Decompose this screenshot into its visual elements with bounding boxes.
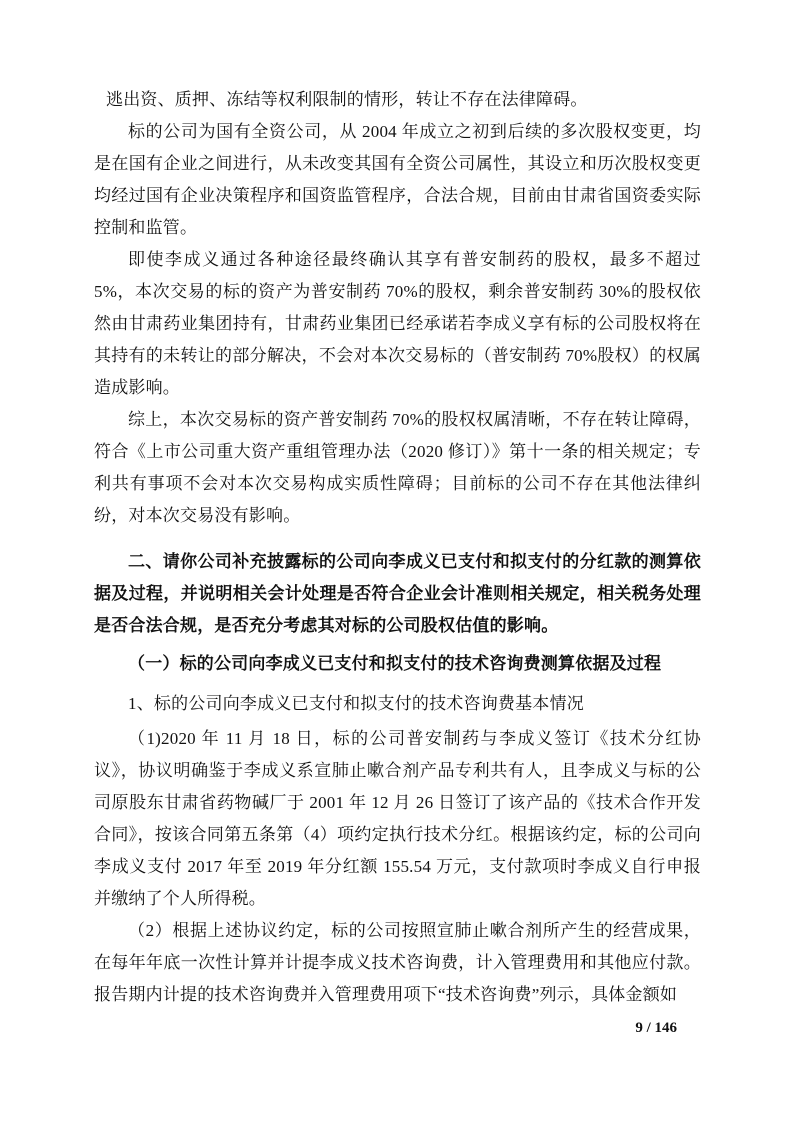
paragraph-equity-explanation: 即使李成义通过各种途径最终确认其享有普安制药的股权，最多不超过 5%，本次交易的标的资产为普安制药 70%的股权，剩余普安制药 30%的股权依然由甘肃药业集团持有，甘肃药业集团已经承诺若李成义享有标的公司股权将在其持有的未转让的部分解决，不会对本次交易标的（普安制药 70%股权）的权属造成影响。: [94, 250, 701, 397]
paragraph-conclusion: 综上，本次交易标的资产普安制药 70%的股权权属清晰，不存在转让障碍，符合《上市公司重大资产重组管理办法（2020 修订）》第十一条的相关规定；专利共有事项不会对本次交易构成实质性障碍；目前标的公司不存在其他法律纠纷，对本次交易没有影响。: [94, 410, 701, 525]
page-content: [94, 84, 701, 1011]
page-number: 9 / 146: [635, 1020, 677, 1036]
section-heading-question-2: 二、请你公司补充披露标的公司向李成义已支付和拟支付的分红款的测算依据及过程，并说明相关会计处理是否符合企业会计准则相关规定，相关税务处理是否合法合规，是否充分考虑其对标的公司股权估值的影响。: [94, 552, 701, 635]
paragraph-item-1-detail: （1)2020 年 11 月 18 日，标的公司普安制药与李成义签订《技术分红协议》，协议明确鉴于李成义系宣肺止嗽合剂产品专利共有人，且李成义与标的公司原股东甘肃省药物碱厂于 2001 年 12 月 26 日签订了该产品的《技术合作开发合同》，按该合同第五条第（4）项约定执行技术分红。根据该约定，标的公司向李成义支付 2017 年至 2019 年分红额 155.54 万元，支付款项时李成义自行申报并缴纳了个人所得税。: [94, 729, 701, 908]
paragraph-company-history: 标的公司为国有全资公司，从 2004 年成立之初到后续的多次股权变更，均是在国有企业之间进行，从未改变其国有全资公司属性，其设立和历次股权变更均经过国有企业决策程序和国资监管程序，合法合规，目前由甘肃省国资委实际控制和监管。: [94, 122, 701, 237]
paragraph-continuation: 逃出资、质押、冻结等权利限制的情形，转让不存在法律障碍。: [106, 90, 588, 109]
subsection-heading-1: （一）标的公司向李成义已支付和拟支付的技术咨询费测算依据及过程: [128, 654, 662, 673]
paragraph-item-2-detail: （2）根据上述协议约定，标的公司按照宣肺止嗽合剂所产生的经营成果，在每年年底一次性计算并计提李成义技术咨询费，计入管理费用和其他应付款。报告期内计提的技术咨询费并入管理费用项下“技术咨询费”列示，具体金额如: [94, 921, 701, 1004]
numbered-item-1: 1、标的公司向李成义已支付和拟支付的技术咨询费基本情况: [128, 694, 584, 713]
